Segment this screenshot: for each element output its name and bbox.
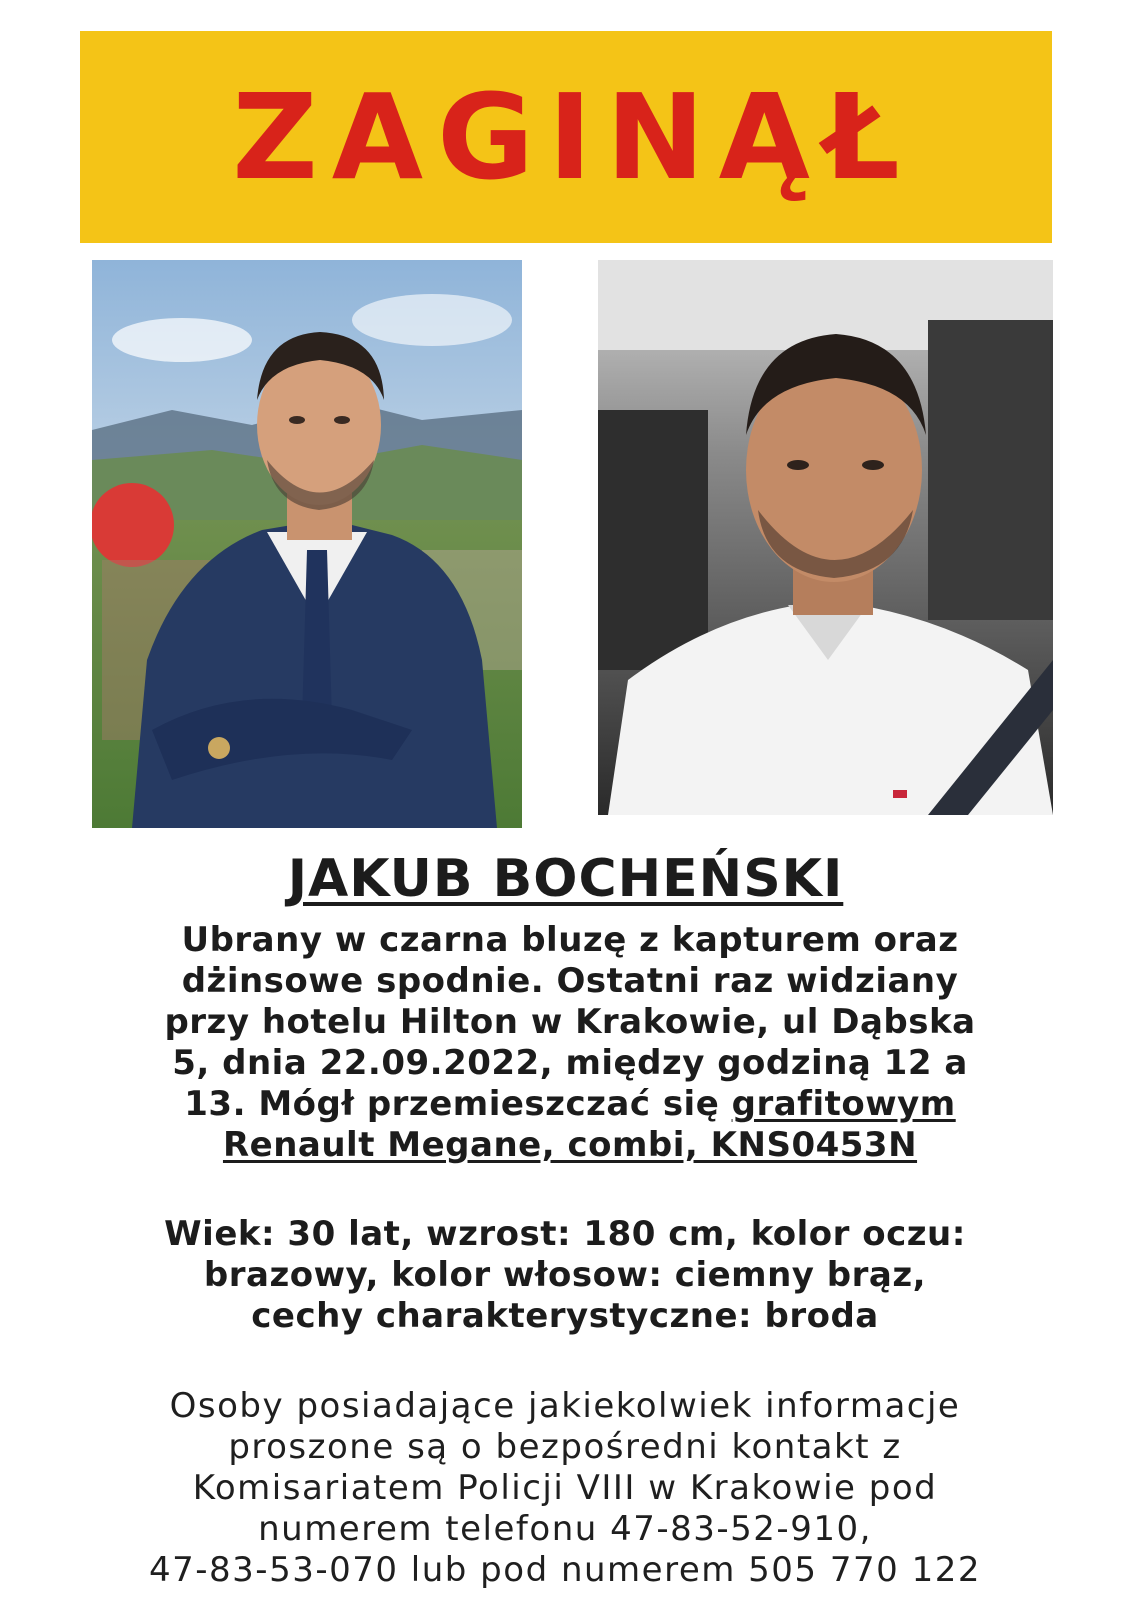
description-line	[80, 1084, 1060, 1125]
description-line: 5, dnia 22.09.2022, między godziną 12 a	[172, 1043, 968, 1083]
person-name-text: JAKUB BOCHEŃSKI	[287, 849, 844, 909]
banner-title: ZAGINĄŁ	[232, 68, 914, 206]
physical-details-block	[60, 1214, 1070, 1337]
description-line: dżinsowe spodnie. Ostatni raz widziany	[181, 961, 959, 1001]
vehicle-color-text: grafitowym	[731, 1084, 956, 1124]
photo-selfie-car-image	[598, 260, 1053, 815]
contact-line: Komisariatem Policji VIII w Krakowie pod	[192, 1468, 938, 1508]
description-block	[80, 920, 1060, 1166]
details-line: Wiek: 30 lat, wzrost: 180 cm, kolor oczu:	[164, 1214, 966, 1254]
vehicle-details-text: Renault Megane, combi, KNS0453N	[222, 1125, 918, 1165]
description-line: Ubrany w czarna bluzę z kapturem oraz	[181, 920, 959, 960]
description-line-text: 13. Mógł przemieszczać się	[184, 1084, 732, 1124]
photo-portrait-suit	[92, 260, 522, 828]
contact-line: Osoby posiadające jakiekolwiek informacje	[169, 1386, 961, 1426]
contact-line: 47-83-53-070 lub pod numerem 505 770 122	[149, 1550, 981, 1590]
photo-portrait-suit-image	[92, 260, 522, 828]
missing-banner	[80, 31, 1052, 243]
details-line: cechy charakterystyczne: broda	[251, 1296, 879, 1336]
contact-block	[60, 1386, 1070, 1591]
contact-line: proszone są o bezpośredni kontakt z	[228, 1427, 902, 1467]
description-line	[80, 1125, 1060, 1166]
missing-person-name	[0, 848, 1131, 910]
description-line: przy hotelu Hilton w Krakowie, ul Dąbska	[164, 1002, 976, 1042]
photo-selfie-car	[598, 260, 1053, 815]
details-line: brazowy, kolor włosow: ciemny brąz,	[203, 1255, 927, 1295]
contact-line: numerem telefonu 47-83-52-910,	[258, 1509, 872, 1549]
